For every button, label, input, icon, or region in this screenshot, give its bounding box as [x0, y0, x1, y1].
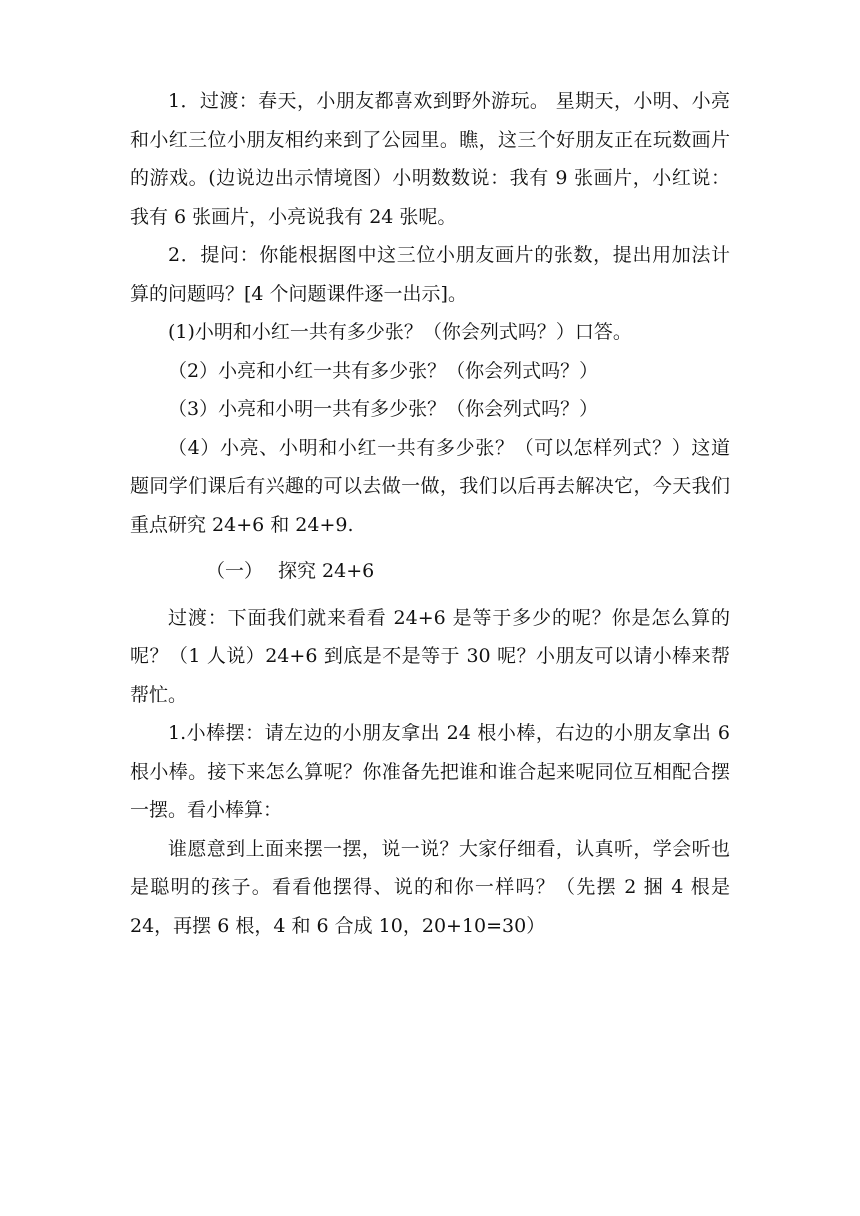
- paragraph-question: 2．提问：你能根据图中这三位小朋友画片的张数，提出用加法计算的问题吗？[4 个问题课件逐一出示]。: [130, 244, 730, 305]
- question-item-4: （4）小亮、小明和小红一共有多少张？（可以怎样列式？）这道题同学们课后有兴趣的可以去做一做，我们以后再去解决它，今天我们重点研究 24+6 和 24+9.: [130, 436, 730, 536]
- section-title: 探究 24+6: [278, 560, 375, 582]
- question-item-3: （3）小亮和小明一共有多少张？（你会列式吗？）: [168, 398, 599, 420]
- paragraph-demonstration: 谁愿意到上面来摆一摆，说一说？大家仔细看，认真听，学会听也是聪明的孩子。看看他摆得、说的和你一样吗？（先摆 2 捆 4 根是 24，再摆 6 根，4 和 6 合成 10，20+10=30）: [130, 837, 730, 937]
- question-item-2: （2）小亮和小红一共有多少张？（你会列式吗？）: [168, 359, 599, 382]
- paragraph-sticks: 1.小棒摆：请左边的小朋友拿出 24 根小棒，右边的小朋友拿出 6 根小棒。接下来怎么算呢？你准备先把谁和谁合起来呢同位互相配合摆一摆。看小棒算：: [130, 722, 730, 821]
- question-item-1: (1)小明和小红一共有多少张？（你会列式吗？）口答。: [168, 321, 632, 343]
- section-number: （一）: [206, 560, 264, 582]
- document-body: [130, 82, 730, 945]
- paragraph-transition: 1．过渡：春天，小朋友都喜欢到野外游玩。 星期天，小明、小亮和小红三位小朋友相约来到了公园里。瞧，这三个好朋友正在玩数画片的游戏。(边说边出示情境图）小明数数说：我有 9 张画片，小红说：我有 6 张画片，小亮说我有 24 张呢。: [130, 90, 730, 228]
- paragraph-transition-2: 过渡：下面我们就来看看 24+6 是等于多少的呢？你是怎么算的呢？（1 人说）24+6 到底是不是等于 30 呢？小朋友可以请小棒来帮帮忙。: [130, 606, 730, 706]
- section-heading: [130, 552, 730, 591]
